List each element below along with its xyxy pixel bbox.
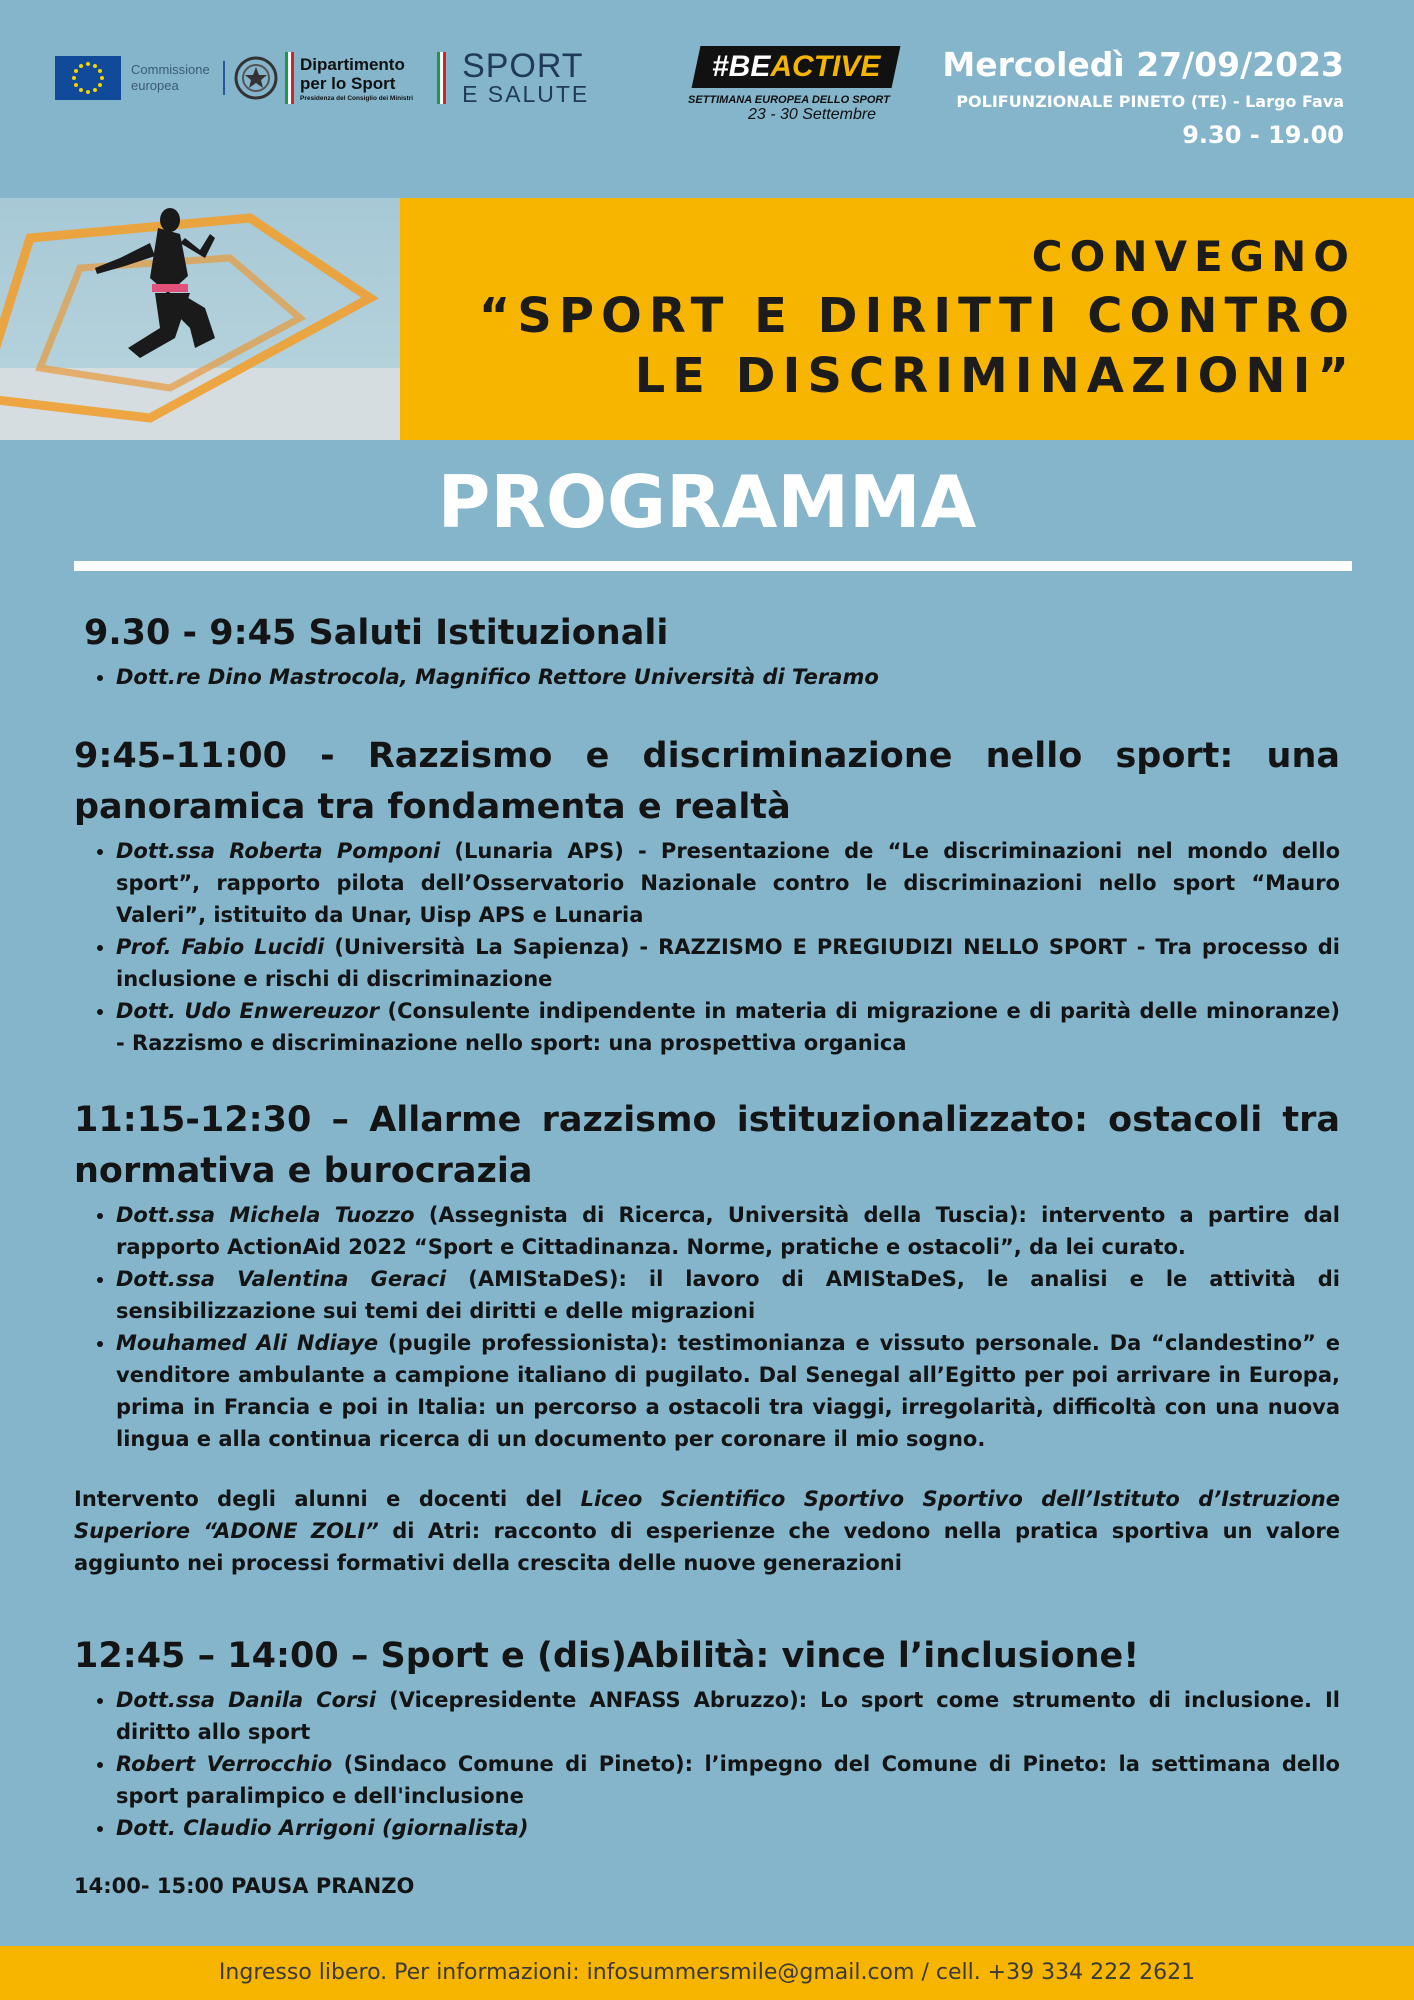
liceo-paragraph: Intervento degli alunni e docenti del Liceo Scientifico Sportivo Sportivo dell’Istituto d’Istruzione Superiore “ADONE ZOLI” di Atri: racconto di esperienze che vedono nella pratica sportiva un valore aggiunto nei processi formativi della crescita delle nuove generazioni — [74, 1487, 1341, 1575]
footer-info: Ingresso libero. Per informazioni: infosummersmile@gmail.com / cell. +39 334 222 2621 — [0, 1946, 1414, 2000]
beactive-badge — [692, 46, 901, 88]
eu-text-line1: Commissione — [131, 62, 210, 77]
divider — [223, 61, 225, 95]
italian-flag-bar — [285, 52, 294, 104]
italian-emblem-icon — [233, 52, 279, 104]
session-1-title: 9.30 - 9:45 Saluti Istituzionali — [84, 613, 669, 653]
dip-line1: Dipartimento — [300, 54, 405, 74]
dip-sub: Presidenza del Consiglio dei Ministri — [300, 94, 414, 102]
event-date: Mercoledì 27/09/2023 — [942, 45, 1344, 84]
header — [0, 0, 1414, 190]
session-2-title: 9:45-11:00 - Razzismo e discriminazione nello sport: una panoramica tra fondamenta e realtà — [74, 736, 1340, 827]
program-divider — [74, 561, 1352, 571]
eu-commission-text — [131, 62, 221, 94]
event-venue: POLIFUNZIONALE PINETO (TE) - Largo Fava — [956, 92, 1344, 111]
eu-text-line2: europea — [131, 78, 179, 93]
list-item: • Dott.ssa Michela Tuozzo (Assegnista di Ricerca, Università della Tuscia): intervento a partire dal rapporto ActionAid 2022 “Sport e Cittadinanza. Norme, pratiche e ostacoli”, da lei curato. — [116, 1199, 1340, 1263]
convegno-title — [479, 228, 1356, 406]
list-item: • Dott. Claudio Arrigoni (giornalista) — [116, 1812, 1340, 1844]
list-item: • Dott.re Dino Mastrocola, Magnifico Rettore Università di Teramo — [116, 661, 1340, 693]
event-info — [942, 44, 1344, 149]
list-item: • Robert Verrocchio (Sindaco Comune di Pineto): l’impegno del Comune di Pineto: la settimana dello sport paralimpico e dell'inclusione — [116, 1748, 1340, 1812]
session-4-list — [74, 1684, 1340, 1844]
runner-photo — [0, 198, 400, 440]
partner-logos — [55, 48, 589, 108]
sport-line2: E SALUTE — [462, 81, 590, 107]
convegno-line1: CONVEGNO — [1031, 232, 1356, 281]
session-3-list — [74, 1199, 1340, 1455]
beactive-logo — [688, 46, 918, 124]
session-2-list — [74, 835, 1340, 1059]
list-item: • Dott.ssa Roberta Pomponi (Lunaria APS) - Presentazione de “Le discriminazioni nel mondo dello sport”, rapporto pilota dell’Osservatorio Nazionale contro le discriminazioni nello sport “Mauro Valeri”, istituito da Unar, Uisp APS e Lunaria — [116, 835, 1340, 931]
italian-flag-bar-2 — [437, 52, 446, 104]
lunch-break: 14:00- 15:00 PAUSA PRANZO — [74, 1874, 415, 1898]
event-hours: 9.30 - 19.00 — [1182, 121, 1344, 149]
list-item: • Dott.ssa Danila Corsi (Vicepresidente ANFASS Abruzzo): Lo sport come strumento di inclusione. Il diritto allo sport — [116, 1684, 1340, 1748]
program-title: PROGRAMMA — [437, 460, 977, 544]
list-item: • Dott. Udo Enwereuzor (Consulente indipendente in materia di migrazione e di parità delle minoranze) - Razzismo e discriminazione nello sport: una prospettiva organica — [116, 995, 1340, 1059]
convegno-line2: “SPORT E DIRITTI CONTRO — [478, 288, 1356, 344]
convegno-line3: LE DISCRIMINAZIONI” — [634, 348, 1356, 404]
beactive-dates: 23 - 30 Settembre — [748, 106, 877, 123]
program-content — [74, 608, 1340, 1898]
list-item: • Mouhamed Ali Ndiaye (pugile professionista): testimonianza e vissuto personale. Da “clandestino” e venditore ambulante a campione italiano di pugilato. Dal Senegal all’Egitto per poi arrivare in Europa, prima in Francia e poi in Italia: un percorso a ostacoli tra viaggi, irregolarità, difficoltà con una nuova lingua e alla continua ricerca di un documento per coronare il mio sogno. — [116, 1327, 1340, 1455]
session-3-title: 11:15-12:30 – Allarme razzismo istituzionalizzato: ostacoli tra normativa e burocrazia — [74, 1100, 1340, 1191]
list-item: • Prof. Fabio Lucidi (Università La Sapienza) - RAZZISMO E PREGIUDIZI NELLO SPORT - Tra processo di inclusione e rischi di discriminazione — [116, 931, 1340, 995]
eu-flag-icon — [55, 56, 121, 100]
session-4-title: 12:45 – 14:00 – Sport e (dis)Abilità: vince l’inclusione! — [74, 1636, 1140, 1676]
list-item: • Dott.ssa Valentina Geraci (AMIStaDeS): il lavoro di AMIStaDeS, le analisi e le attività di sensibilizzazione sui temi dei diritti e delle migrazioni — [116, 1263, 1340, 1327]
dipartimento-sport-logo — [300, 55, 413, 102]
beactive-subtitle: SETTIMANA EUROPEA DELLO SPORT — [688, 94, 890, 106]
sport-line1: SPORT — [462, 47, 584, 85]
dip-line2: per lo Sport — [300, 73, 396, 93]
sport-e-salute-logo — [431, 47, 590, 107]
session-1-list — [74, 661, 1340, 693]
beactive-text-a: #BE — [711, 50, 771, 83]
beactive-text-b: ACTIVE — [770, 50, 881, 83]
